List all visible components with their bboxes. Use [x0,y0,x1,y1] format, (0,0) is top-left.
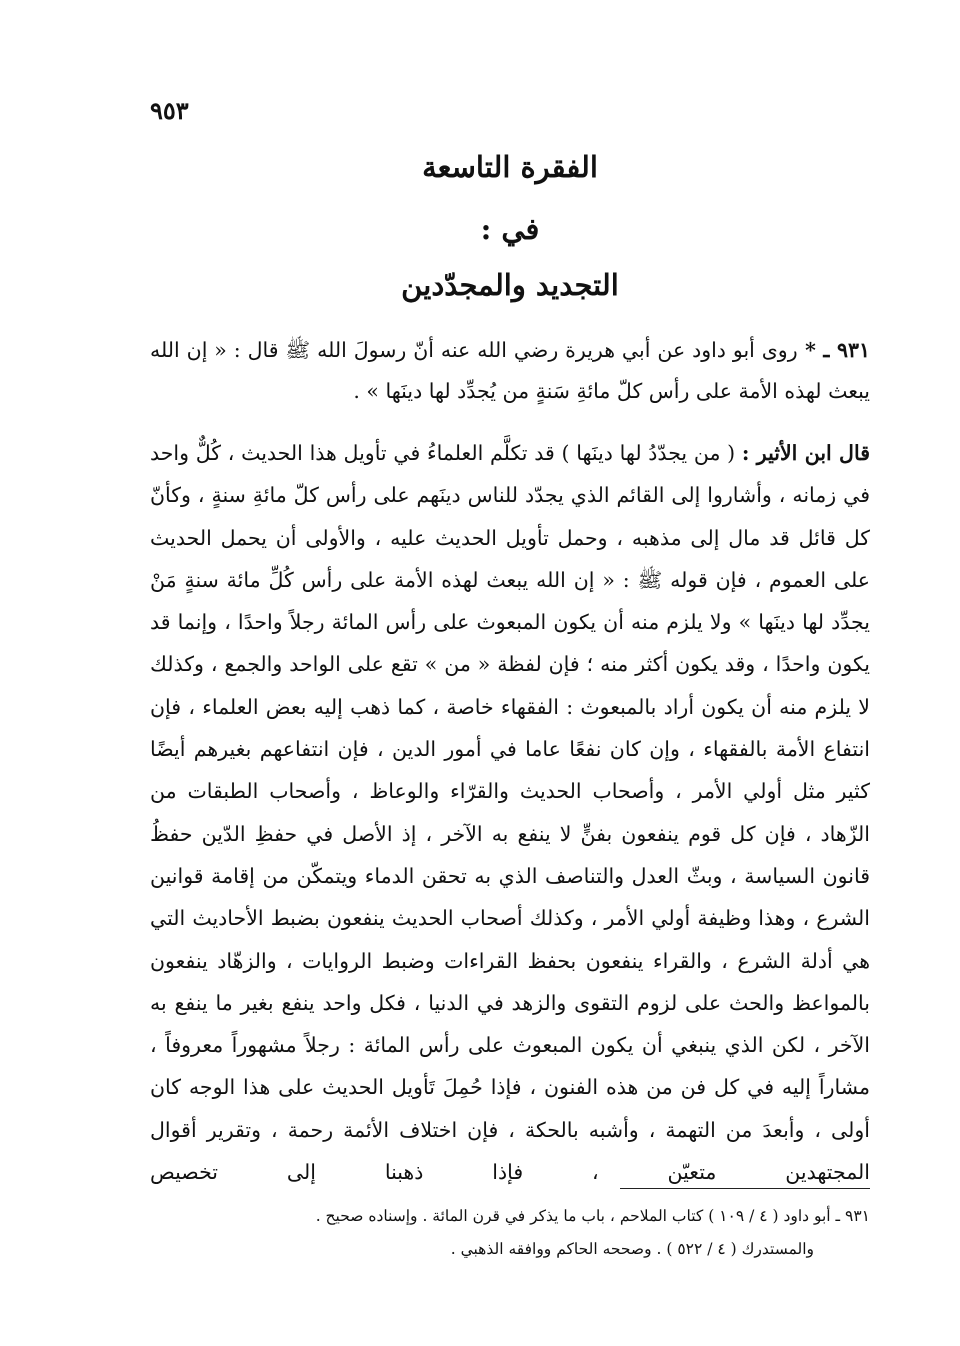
commentary-speaker: قال ابن الأثير : [741,441,870,465]
footnote-line: والمستدرك ( ٤ / ٥٢٢ ) . وصححه الحاكم ووافقه الذهبي . [450,1240,814,1258]
commentary-text: ( من يجدّدُ لها دينَها ) قد تكلَّم العلماءُ في تأويل هذا الحديث ، كُلٌّ واحد في زمانه ، وأشاروا إلى القائم الذي يجدّد للناس دينَهم على رأس كلّ مائةِ سنةٍ ، وكأنّ كل قائل قد مال إلى مذهبه ، وحمل تأويل الحديث عليه ، والأولى أن يحمل الحديث على العموم ، فإن قوله ﷺ : « إن الله يبعث لهذه الأمة على رأس كُلِّ مائة سنةٍ مَنْ يجدِّد لها دينَها » ولا يلزم منه أن يكون المبعوث على رأس المائة رجلاً واحدًا ، وإنما قد يكون واحدًا ، وقد يكون أكثر منه ؛ فإن لفظة « من » تقع على الواحد والجمع ، وكذلك لا يلزم منه أن يكون أراد بالمبعوث : الفقهاء خاصة ، كما ذهب إليه بعض العلماء ، فإن انتفاع الأمة بالفقهاء ، وإن كان نفعًا عاما في أمور الدين ، فإن انتفاعهم بغيرهم أيضًا كثير مثل أولي الأمر ، وأصحاب الحديث والقرّاء والوعاظ ، وأصحاب الطبقات من الزّهاد ، فإن كل قوم ينفعون بفنٍّ لا ينفع به الآخر ، إذ الأصل في حفظِ الدّين حفظُ قانون السياسة ، وبثّ العدل والتناصف الذي به تحقن الدماء ويتمكّن من إقامة قوانين الشرع ، وهذا وظيفة أولي الأمر ، وكذلك أصحاب الحديث ينفعون بضبط الأحاديث التي هي أدلة الشرع ، والقراء ينفعون بحفظ القراءات وضبط الروايات ، والزهّاد ينفعون بالمواعظ والحث على لزوم التقوى والزهد في الدنيا ، فكل واحد ينفع بغير ما ينفع به الآخر ، لكن الذي ينبغي أن يكون المبعوث على رأس المائة : رجلاً مشهوراً معروفاً ، مشاراً إليه في كل فن من هذه الفنون ، فإذا حُمِلَ تَأويل الحديث على هذا الوجه كان أولى ، وأبعدَ من التهمة ، وأشبه بالحكة ، فإن اختلاف الأئمة رحمة ، وتقرير أقوال المجتهدين متعيّن ، فإذا ذهبنا إلى تخصيص [150,441,870,1185]
hadith-number: ٩٣١ ـ * [797,338,870,362]
footnotes [150,1200,870,1266]
section-topic: التجديد والمجدّدين [401,268,619,302]
section-heading: الفقرة التاسعة [422,150,598,184]
hadith-paragraph [150,330,870,412]
hadith-text: روى أبو داود عن أبي هريرة رضي الله عنه أنّ رسولَ الله ﷺ قال : « إن الله يبعث لهذه الأمة على رأس كلّ مائةِ سَنةٍ من يُجدِّد لها دينَها » . [150,338,870,403]
commentary-paragraph [150,432,870,1193]
footnote-line: ٩٣١ ـ أبو داود ( ٤ / ١٠٩ ) كتاب الملاحم ، باب ما يذكر في قرن المائة . وإسناده صحيح . [315,1207,870,1225]
footnote-divider [620,1188,870,1189]
page-number: ٩٥٣ [150,96,189,125]
section-subheading: في : [480,212,540,246]
